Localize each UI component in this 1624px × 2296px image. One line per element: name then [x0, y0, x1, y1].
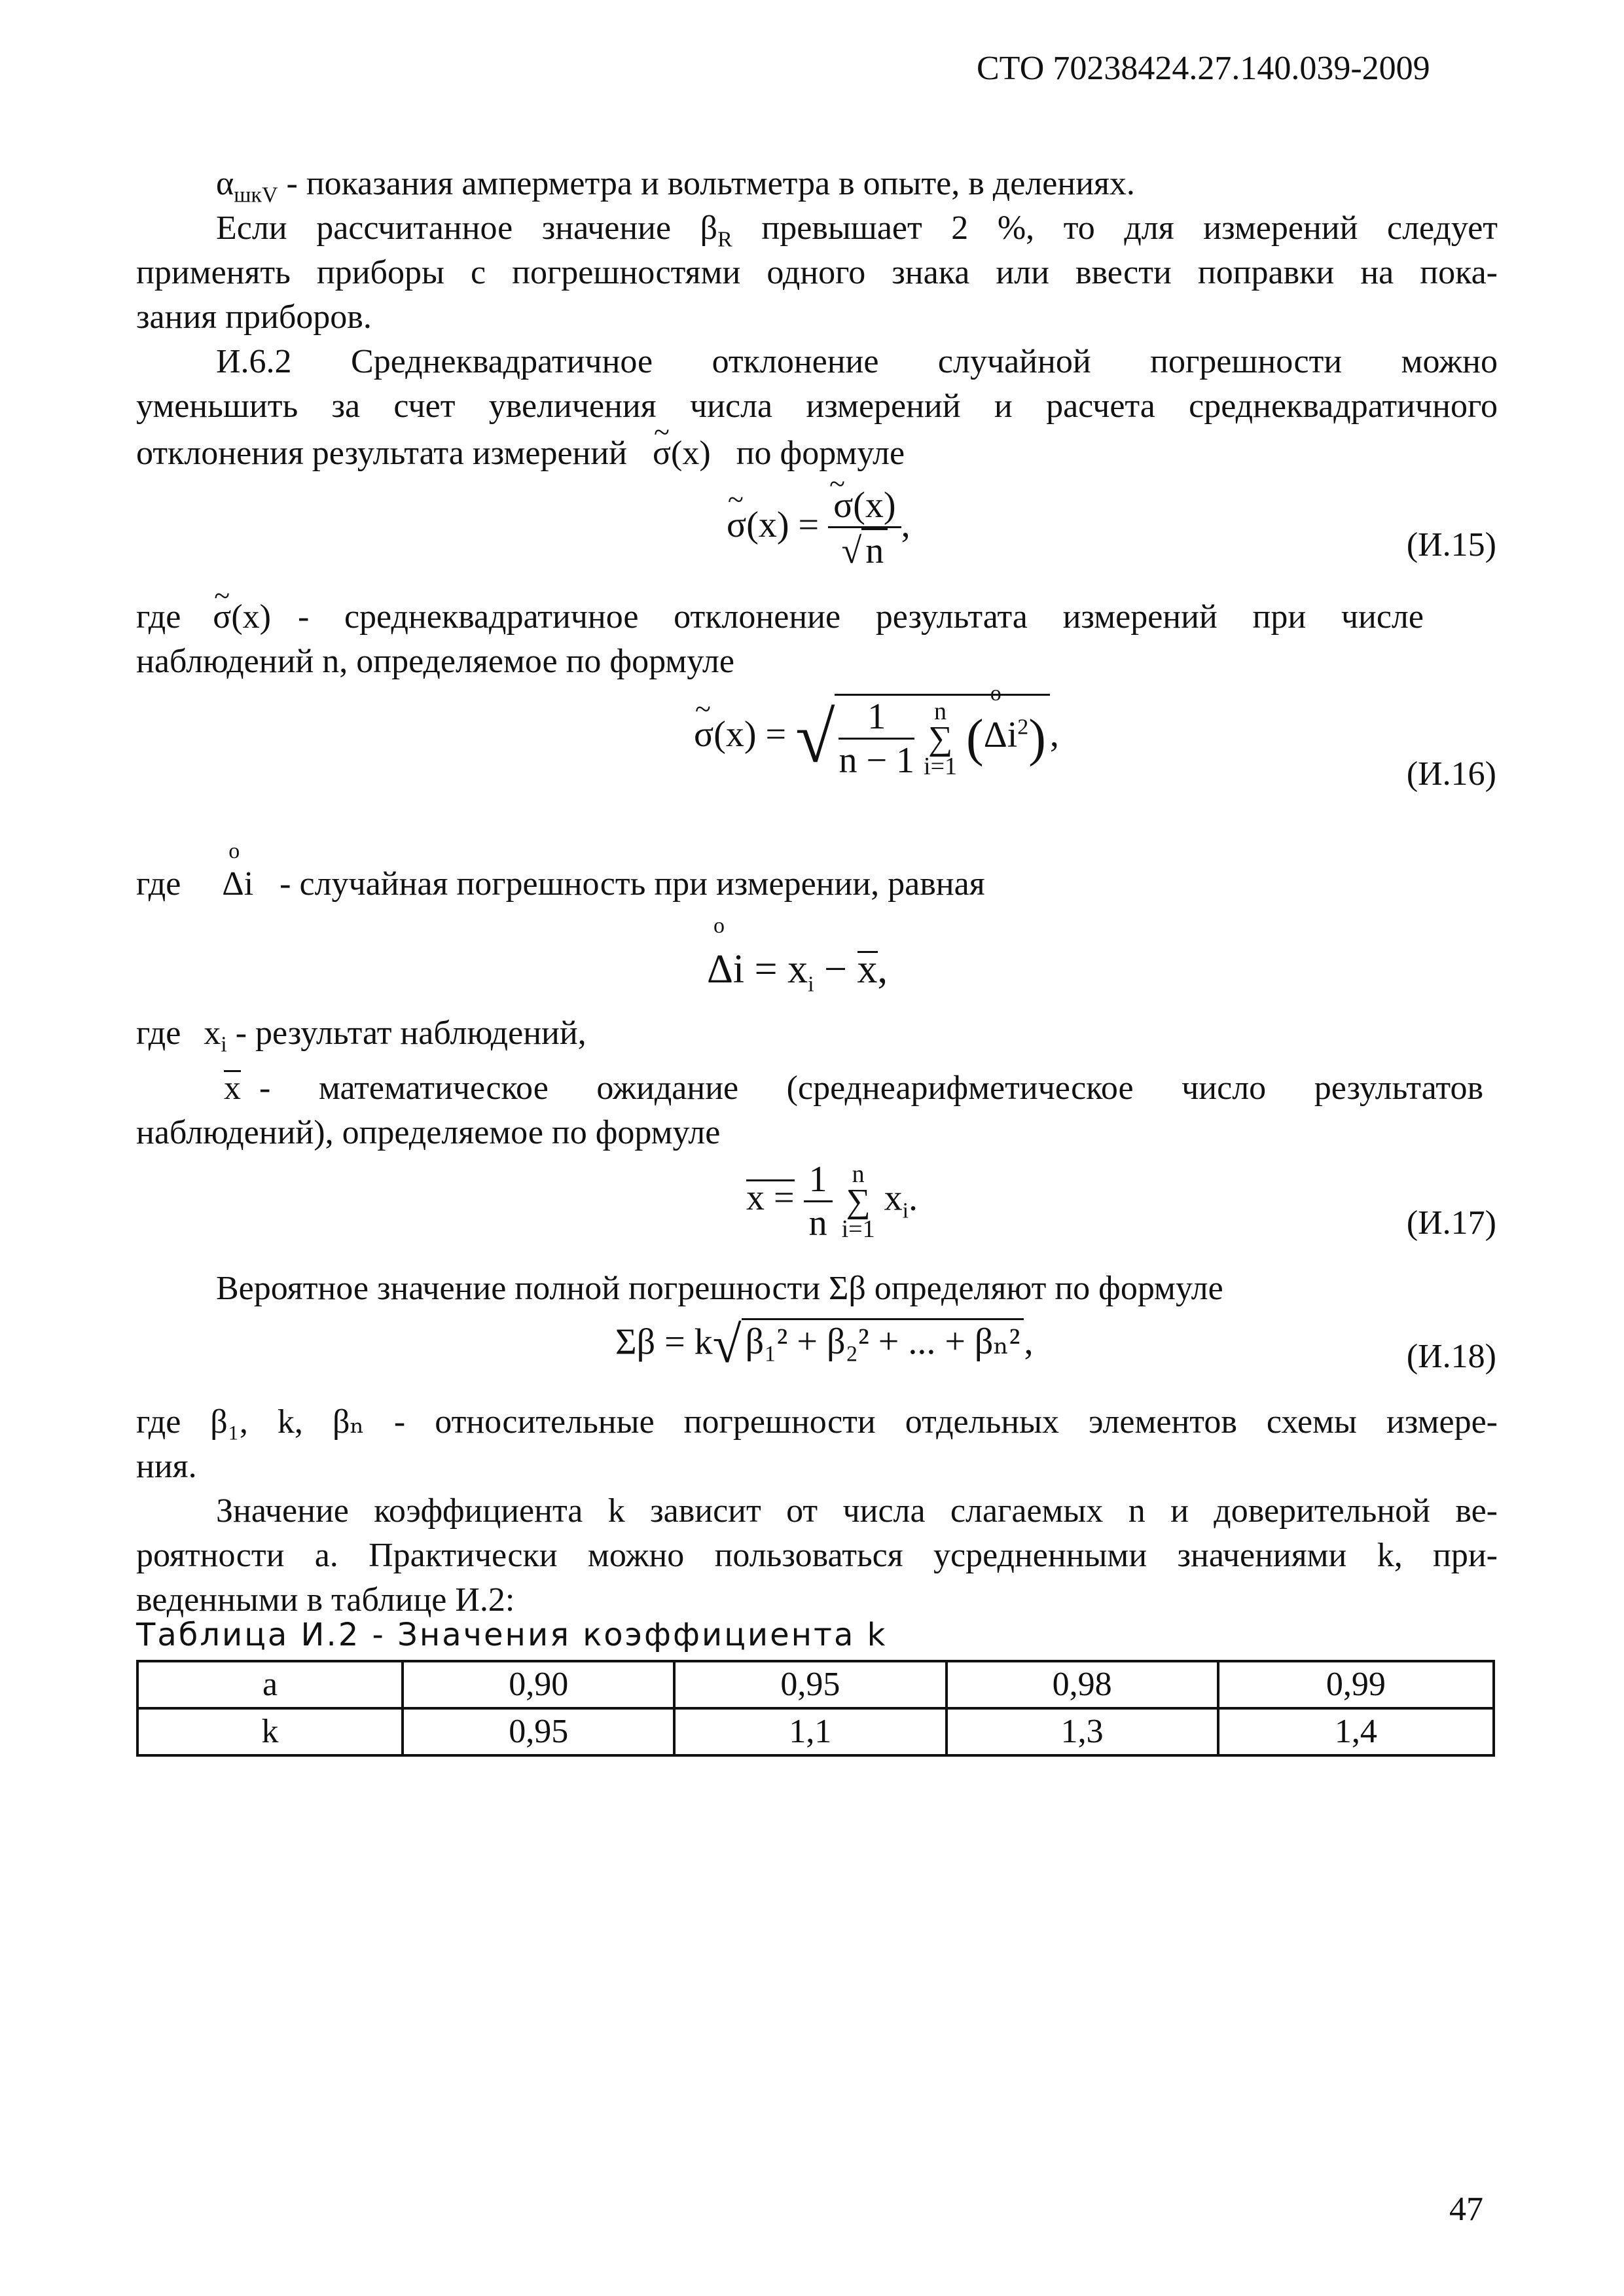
delta-i-symbol: o Δi [222, 863, 253, 906]
table-cell: 0,98 [947, 1661, 1218, 1708]
paragraph-beta-line2: применять приборы с погрешностями одного знака или ввести поправки на пока- [136, 254, 1498, 291]
paragraph-sum-beta: Вероятное значение полной погрешности Σβ определяют по формуле [216, 1270, 1223, 1307]
alpha-symbol: α [216, 165, 234, 202]
table-cell: 0,90 [403, 1661, 674, 1708]
table-row [137, 1661, 1494, 1708]
alpha-subscript: шкV [234, 183, 278, 207]
paragraph-beta-line1: Если рассчитанное значение $\beta_R$ превышает 2 %, то для измерений следует [216, 209, 1498, 252]
paragraph-sigma-x-line1: где ~ σ(x) - среднеквадратичное отклонение результата измерений при числе [136, 596, 1498, 639]
formula-i15: ~ σ(x) = ~ $\frac{\sigma(x)}{√ n}$ , [727, 484, 911, 572]
table-cell: 0,95 [674, 1661, 946, 1708]
table-caption: Таблица И.2 - Значения коэффициента k [136, 1617, 888, 1653]
paragraph-beta-elements-line2: ния. [136, 1448, 197, 1485]
table-row [137, 1708, 1494, 1755]
paragraph-i62-line1: И.6.2 Среднеквадратичное отклонение случайной погрешности можно [216, 343, 1498, 380]
paragraph-beta-elements-line1: где β₁, k, βₙ - относительные погрешности отдельных элементов схемы измере- [136, 1403, 1498, 1441]
paragraph-beta-line3: зания приборов. [136, 298, 372, 336]
paragraph-k-line2: роятности a. Практически можно пользоваться усредненными значениями k, при- [136, 1537, 1498, 1574]
formula-i18: Σβ = k√ β₁² + β₂² + ... + βₙ² , [615, 1316, 1034, 1374]
coefficient-table [136, 1660, 1495, 1757]
paragraph-xi: где $x_i$ - результат наблюдений, [136, 1014, 586, 1057]
paragraph-k-line3: веденными в таблице И.2: [136, 1581, 515, 1619]
table-cell: a [137, 1661, 403, 1708]
equation-number-i18: (И.18) [1406, 1338, 1496, 1375]
equation-number-i15: (И.15) [1406, 526, 1496, 564]
paragraph-i62-line3: отклонения результата измерений ~ σ(x) по формуле [136, 432, 1498, 475]
alpha-description: - показания амперметра и вольтметра в опыте, в делениях. [278, 165, 1135, 202]
formula-i16: ~ σ(x) = √ $\frac{1}{n - 1}$ n ∑ i=1 (o $\Delta i^2$) , [694, 694, 1059, 781]
formula-i17: x = $\frac{1}{n}$ n ∑ i=1 $x_i$. [746, 1159, 918, 1244]
xbar-symbol: x [224, 1069, 241, 1107]
paragraph-i62-line2: уменьшить за счет увеличения числа измерений и расчета среднеквадратичного [136, 387, 1498, 425]
table-cell: 1,1 [674, 1708, 946, 1755]
paragraph-xbar-line1: x - математическое ожидание (среднеарифметическое число результатов [224, 1069, 1483, 1107]
table-cell: 0,99 [1218, 1661, 1494, 1708]
sigma-xbar-symbol: ~ σ(x) [653, 432, 711, 475]
document-code: СТО 70238424.27.140.039-2009 [977, 50, 1430, 87]
formula-delta: o $\Delta i = x_i - x$, [707, 946, 888, 997]
paragraph-xbar-line2: наблюдений), определяемое по формуле [136, 1114, 721, 1151]
equation-number-i17: (И.17) [1406, 1204, 1496, 1242]
table-cell: 0,95 [403, 1708, 674, 1755]
paragraph-sigma-x-line2: наблюдений n, определяемое по формуле [136, 643, 734, 680]
equation-number-i16: (И.16) [1406, 755, 1496, 793]
paragraph-k-line1: Значение коэффициента k зависит от числа слагаемых n и доверительной ве- [216, 1492, 1498, 1530]
sigma-x-symbol: ~ σ(x) [213, 596, 271, 639]
table-cell: 1,4 [1218, 1708, 1494, 1755]
table-cell: 1,3 [947, 1708, 1218, 1755]
paragraph-delta: где o Δi - случайная погрешность при измерении, равная [136, 863, 1498, 906]
table-cell: k [137, 1708, 403, 1755]
page-number: 47 [1449, 2191, 1483, 2228]
